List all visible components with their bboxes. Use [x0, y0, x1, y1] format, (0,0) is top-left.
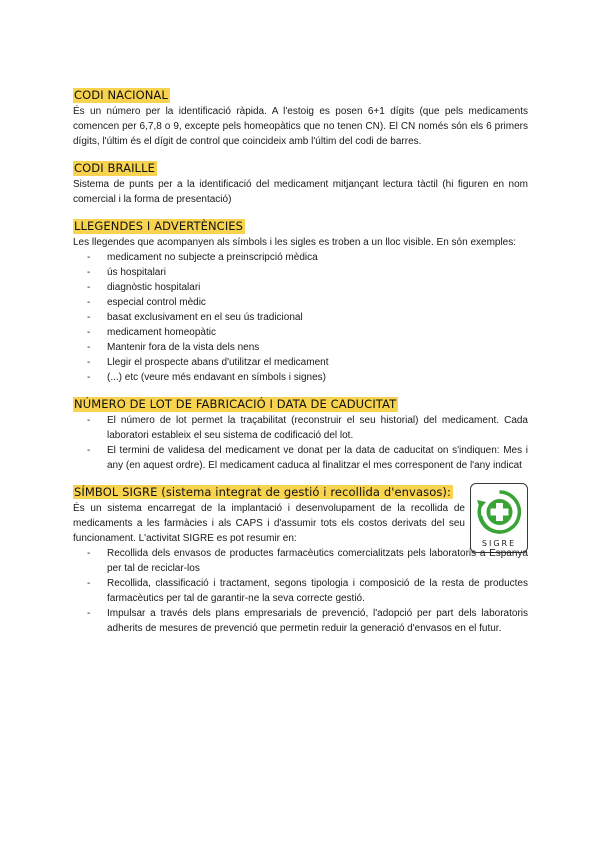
document-page: [73, 86, 528, 646]
list-item: - especial control mèdic: [91, 295, 528, 310]
heading-codi-braille: CODI BRAILLE: [74, 161, 155, 175]
list-item: - medicament homeopàtic: [91, 325, 528, 340]
list-item: - Impulsar a través dels plans empresarials de prevenció, l'adopció per part dels laboratoris adherits de mesures de prevenció que permetin reduir la generació d'envasos en el futur.: [91, 606, 528, 636]
paragraph-codi-nacional: És un número per la identificació ràpida. A l'estoig es posen 6+1 dígits (que pels medicaments comencen per 6,7,8 o 9, excepte pels homeopàtics que no tenen CN). El CN només són els 6 primers dígits, l'últim és el dígit de control que coincideix amb l'últim del codi de barres.: [73, 106, 528, 147]
heading-lot: NÚMERO DE LOT DE FABRICACIÓ I DATA DE CADUCITAT: [74, 397, 397, 411]
sigre-logo-text: SIGRE: [481, 539, 517, 548]
list-item: - El termini de validesa del medicament ve donat per la data de caducitat on s'indiquen: Mes i any (en aquest ordre). El medicament caduca al finalitzar el mes corresponent de l'any indicat: [91, 443, 528, 473]
list-item: - (...) etc (veure més endavant en símbols i signes): [91, 370, 528, 385]
heading-sigre: SÍMBOL SIGRE (sistema integrat de gestió i recollida d'envasos):: [74, 485, 451, 499]
list-item: - Recollida dels envasos de productes farmacèutics comercialitzats pels laboratoris a Espanya per tal de reciclar-los: [91, 546, 528, 576]
list-item: - medicament no subjecte a preinscripció mèdica: [91, 250, 528, 265]
list-item: - basat exclusivament en el seu ús tradicional: [91, 310, 528, 325]
list-sigre: [73, 546, 528, 636]
heading-llegendes: LLEGENDES I ADVERTÈNCIES: [74, 219, 244, 233]
list-item: - El número de lot permet la traçabilitat (reconstruir el seu historial) del medicament. Cada laboratori estableix el seu sistema de codificació del lot.: [91, 413, 528, 443]
section-llegendes: [73, 217, 528, 385]
section-sigre: [73, 483, 528, 636]
section-codi-nacional: [73, 86, 528, 149]
list-lot: [73, 413, 528, 473]
list-item: - Llegir el prospecte abans d'utilitzar el medicament: [91, 355, 528, 370]
heading-codi-nacional: CODI NACIONAL: [74, 88, 168, 102]
list-item: - Mantenir fora de la vista dels nens: [91, 340, 528, 355]
sigre-recycle-cross-icon: [472, 486, 527, 538]
list-item: - ús hospitalari: [91, 265, 528, 280]
section-lot: [73, 395, 528, 473]
sigre-logo: [470, 483, 528, 553]
list-item: - Recollida, classificació i tractament, segons tipologia i composició de la resta de productes farmacèutics per tal de garantir-ne la seva correcte gestió.: [91, 576, 528, 606]
paragraph-codi-braille: Sistema de punts per a la identificació del medicament mitjançant lectura tàctil (hi figuren en nom comercial i la forma de presentació): [73, 179, 528, 205]
list-item: - diagnòstic hospitalari: [91, 280, 528, 295]
paragraph-sigre-intro: És un sistema encarregat de la implantació i desenvolupament de la recollida de medicaments a les farmàcies i als CAPS i d'assumir tots els costos derivats del seu funcionament. L'activitat SIGRE es pot resumir en:: [73, 503, 465, 544]
list-llegendes: [73, 250, 528, 385]
section-codi-braille: [73, 159, 528, 207]
paragraph-llegendes-intro: Les llegendes que acompanyen als símbols i les sigles es troben a un lloc visible. En són exemples:: [73, 237, 517, 248]
